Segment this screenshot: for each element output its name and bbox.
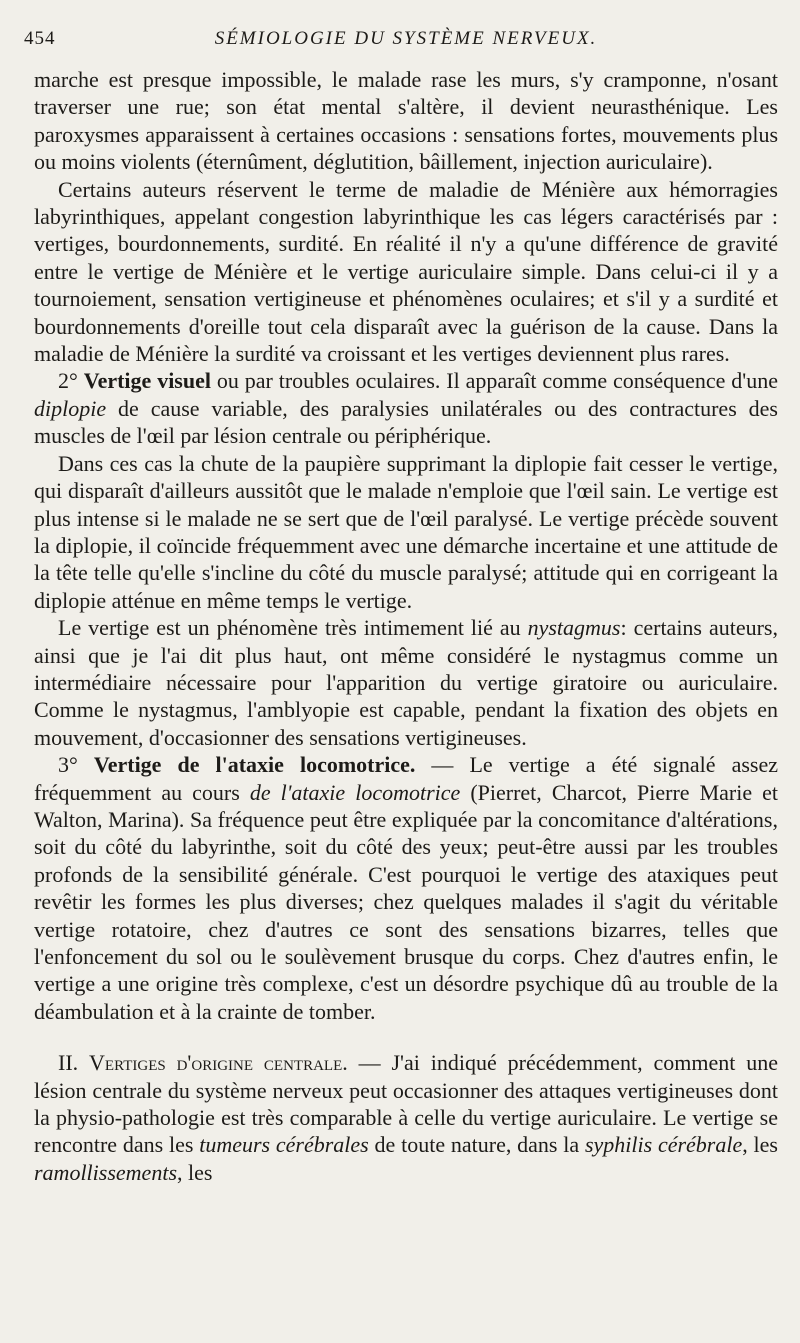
paragraph-vertige-visuel [34, 367, 778, 449]
text-run: — Le vertige a été signalé assez fréquemment au cours [34, 752, 779, 805]
paragraph-vertiges-centrale [34, 1049, 778, 1186]
section-heading: Vertiges d'origine centrale. [89, 1050, 348, 1076]
section-spacer [34, 1025, 778, 1049]
page-header [24, 22, 778, 52]
paragraph: Certains auteurs réservent le terme de maladie de Ménière aux hémorragies labyrinthiques, appelant congestion labyrinthique les cas légers caractérisés par : vertiges, bourdonnements, surdité. En réalité il n'y a qu'une différence de gravité entre le vertige de Ménière et le vertige auriculaire simple. Dans celui-ci il y a tournoiement, sensation vertigineuse et phénomènes oculaires; et s'il y a surdité et bourdonnements d'oreille tout cela disparaît avec la guérison de la cause. Dans la maladie de Ménière la surdité va croissant et les vertiges deviennent plus rares. [34, 176, 778, 367]
section-heading: Vertige visuel [83, 368, 211, 394]
paragraph-ataxie [34, 751, 778, 1025]
page-number: 454 [24, 28, 56, 49]
italic-term: syphilis cérébrale [584, 1132, 743, 1158]
paragraph: Dans ces cas la chute de la paupière supprimant la diplopie fait cesser le vertige, qui disparaît d'ailleurs aussitôt que le malade n'emploie que l'œil sain. Le vertige est plus intense si le malade ne se sert que de l'œil paralysé. Le vertige précède souvent la diplopie, il coïncide fréquemment avec une démarche incertaine et une attitude de la tête telle qu'elle s'incline du côté du muscle paralysé; attitude qui en corrigeant la diplopie atténue en même temps le vertige. [34, 450, 778, 613]
section-number: II. [58, 1050, 79, 1076]
text-run: — J'ai indiqué précédemment, comment une lésion centrale du système nerveux peut occasionner des attaques vertigineuses dont la physio-pathologie est très comparable à celle du vertige auriculaire. Le vertige se rencontre dans les [34, 1050, 779, 1158]
body-text [34, 66, 778, 1186]
italic-term: diplopie [34, 395, 107, 421]
italic-term: de l'ataxie locomotrice [249, 779, 461, 805]
text-run: , les [742, 1132, 778, 1158]
text-run: de cause variable, des paralysies unilatérales ou des contractures des muscles de l'œil par lésion centrale ou périphérique. [34, 395, 778, 449]
italic-term: nystagmus [527, 615, 621, 641]
paragraph-nystagmus [34, 614, 778, 751]
text-run: de toute nature, dans la [368, 1132, 585, 1158]
text-run: : certains auteurs, ainsi que je l'ai dit plus haut, ont même considéré le nystagmus comme un intermédiaire nécessaire pour l'apparition du vertige giratoire ou auriculaire. Comme le nystagmus, l'amblyopie est capable, pendant la fixation des objets en mouvement, d'occasionner des sensations vertigineuses. [34, 615, 778, 750]
paragraph: marche est presque impossible, le malade rase les murs, s'y cramponne, n'osant traverser une rue; son état mental s'altère, il devient neurasthénique. Les paroxysmes apparaissent à certaines occasions : sensations fortes, mouvements plus ou moins violents (éternûment, déglutition, bâillement, injection auriculaire). [34, 67, 778, 175]
italic-term: ramollissements [34, 1159, 177, 1185]
text-run: ou par troubles oculaires. Il apparaît comme conséquence d'une [210, 368, 778, 394]
text-run: Le vertige est un phénomène très intimement lié au [58, 615, 528, 641]
section-heading: Vertige de l'ataxie locomotrice. [93, 752, 416, 778]
italic-term: tumeurs cérébrales [199, 1132, 369, 1158]
running-title: SÉMIOLOGIE DU SYSTÈME NERVEUX. [214, 28, 598, 49]
text-run: (Pierret, Charcot, Pierre Marie et Walton, Marina). Sa fréquence peut être expliquée par la concomitance d'altérations, soit du côté du labyrinthe, soit du côté des yeux; peut-être aussi par les troubles profonds de la sensibilité générale. C'est pourquoi le vertige des ataxiques peut revêtir les formes les plus diverses; chez quelques malades il s'agit du véritable vertige rotatoire, chez d'autres ce sont des sensations bizarres, telles que l'enfoncement du sol ou le soulèvement brusque du corps. Chez d'autres enfin, le vertige a une origine très complexe, c'est un désordre psychique dû au trouble de la déambulation et à la crainte de tomber. [34, 779, 779, 1024]
text-run: , les [177, 1159, 213, 1185]
section-number: 3° [58, 752, 78, 778]
section-number: 2° [58, 368, 78, 394]
